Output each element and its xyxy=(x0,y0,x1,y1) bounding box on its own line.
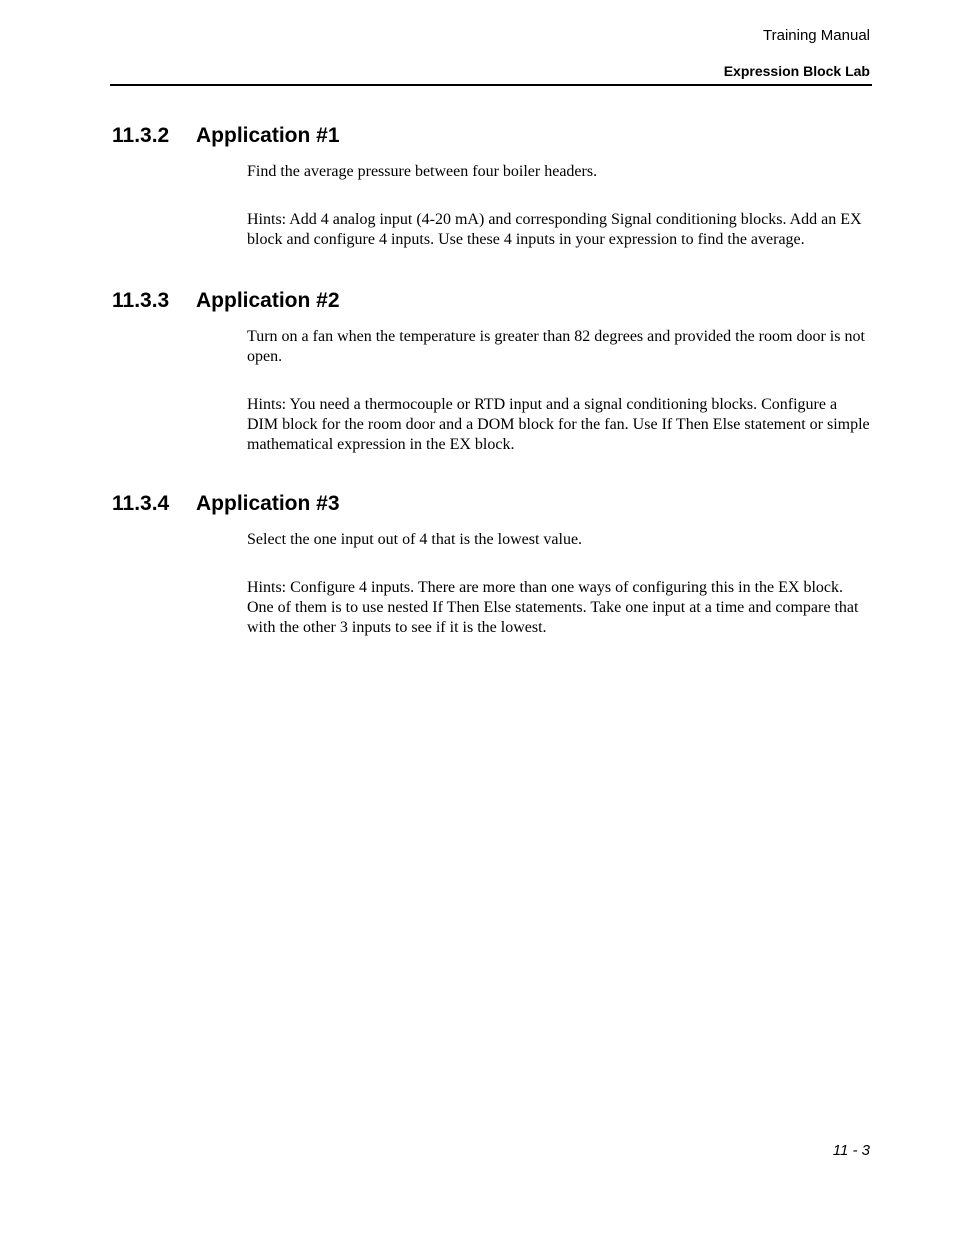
section-number: 11.3.2 xyxy=(112,124,170,147)
hints-paragraph: Hints: Add 4 analog input (4-20 mA) and corresponding Signal conditioning blocks. Add an EX block and configure 4 inputs. Use these 4 inputs in your expression to find the average. xyxy=(247,211,862,248)
section-title: Application #3 xyxy=(196,492,340,515)
section-application-1 xyxy=(112,124,872,250)
section-heading xyxy=(112,124,872,150)
section-title: Application #2 xyxy=(196,289,340,312)
chapter-title: Expression Block Lab xyxy=(723,63,870,79)
section-heading xyxy=(112,492,872,518)
task-paragraph: Turn on a fan when the temperature is greater than 82 degrees and provided the room door is not open. xyxy=(247,328,865,365)
hints-paragraph: Hints: Configure 4 inputs. There are more than one ways of configuring this in the EX block. One of them is to use nested If Then Else statements. Take one input at a time and compare that with the other 3 inputs to see if it is the lowest. xyxy=(247,579,859,636)
task-paragraph: Find the average pressure between four boiler headers. xyxy=(247,163,598,180)
section-number: 11.3.4 xyxy=(112,492,170,515)
section-title: Application #1 xyxy=(196,124,340,147)
page-number: 11 - 3 xyxy=(832,1142,870,1159)
hints-paragraph: Hints: You need a thermocouple or RTD input and a signal conditioning blocks. Configure a DIM block for the room door and a DOM block for the fan. Use If Then Else statement or simple mathematical expression in the EX block. xyxy=(247,396,870,453)
task-paragraph: Select the one input out of 4 that is the lowest value. xyxy=(247,531,583,548)
section-heading xyxy=(112,289,872,315)
section-application-3 xyxy=(112,492,872,638)
section-application-2 xyxy=(112,289,872,455)
manual-title: Training Manual xyxy=(763,27,870,44)
section-number: 11.3.3 xyxy=(112,289,170,312)
header-divider xyxy=(110,84,872,86)
